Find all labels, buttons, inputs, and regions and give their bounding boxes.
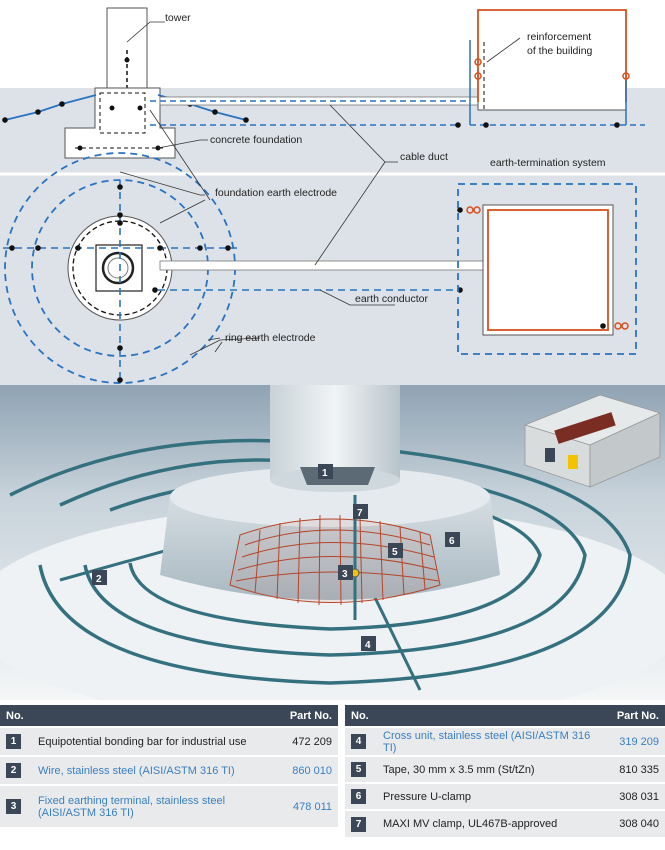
- label-cable-duct: cable duct: [400, 151, 448, 163]
- tag-1-text: 1: [322, 468, 328, 479]
- table-header: [345, 705, 665, 727]
- row-part-number: 308 031: [605, 783, 665, 810]
- row-number: 4: [351, 734, 366, 749]
- tag-6-text: 6: [449, 536, 455, 547]
- header-no: No.: [0, 705, 32, 727]
- building-plan: [483, 205, 613, 335]
- row-description: Pressure U-clamp: [377, 783, 605, 810]
- row-part-number[interactable]: 478 011: [266, 785, 338, 827]
- row-description[interactable]: Cross unit, stainless steel (AISI/ASTM 316 TI): [377, 727, 605, 756]
- label-foundation-earth-electrode: foundation earth electrode: [215, 187, 338, 199]
- row-number: 6: [351, 789, 366, 804]
- row-description[interactable]: Fixed earthing terminal, stainless steel (AISI/ASTM 316 TI): [32, 785, 266, 827]
- tag-2-text: 2: [96, 574, 102, 585]
- label-tower: tower: [165, 12, 191, 24]
- row-part-number[interactable]: 319 209: [605, 727, 665, 756]
- row-no-cell: [0, 756, 32, 785]
- parts-tables: [0, 705, 665, 850]
- tag-3-text: 3: [342, 569, 348, 580]
- row-no-cell: [0, 785, 32, 827]
- row-description: Tape, 30 mm x 3.5 mm (St/tZn): [377, 756, 605, 783]
- tag-5-text: 5: [392, 547, 398, 558]
- row-number: 5: [351, 762, 366, 777]
- table-row: [0, 727, 338, 756]
- row-no-cell: [345, 810, 377, 837]
- table-row: [345, 727, 665, 756]
- row-number: 2: [6, 763, 21, 778]
- row-number: 7: [351, 817, 366, 832]
- building-side: [478, 10, 626, 110]
- table-row: [0, 785, 338, 827]
- row-part-number: 810 335: [605, 756, 665, 783]
- label-concrete-foundation: concrete foundation: [210, 134, 303, 146]
- reinforcement-cage: [230, 515, 440, 605]
- tower-3d: [270, 385, 400, 480]
- header-no: No.: [345, 705, 377, 727]
- tag-4-text: 4: [365, 640, 371, 651]
- row-no-cell: [0, 727, 32, 756]
- row-no-cell: [345, 756, 377, 783]
- row-description[interactable]: Wire, stainless steel (AISI/ASTM 316 TI): [32, 756, 266, 785]
- row-description: MAXI MV clamp, UL467B-approved: [377, 810, 605, 837]
- row-description: Equipotential bonding bar for industrial use: [32, 727, 266, 756]
- tag-7-text: 7: [357, 508, 363, 519]
- label-reinforcement-2: of the building: [527, 45, 593, 57]
- parts-table-left: [0, 705, 338, 827]
- row-part-number[interactable]: 860 010: [266, 756, 338, 785]
- row-part-number: 472 209: [266, 727, 338, 756]
- cable-duct-plan: [160, 261, 483, 270]
- parts-table-right: [345, 705, 665, 837]
- label-earth-termination: earth-termination system: [490, 157, 606, 169]
- row-number: 3: [6, 799, 21, 814]
- label-ring-earth-electrode: ring earth electrode: [225, 332, 316, 344]
- header-desc: [377, 705, 605, 727]
- header-desc: [32, 705, 266, 727]
- row-no-cell: [345, 727, 377, 756]
- table-row: [345, 756, 665, 783]
- earthing-schematic: [0, 0, 665, 385]
- label-earth-conductor: earth conductor: [355, 293, 428, 305]
- table-row: [0, 756, 338, 785]
- row-number: 1: [6, 734, 21, 749]
- header-part-no: Part No.: [605, 705, 665, 727]
- table-header: [0, 705, 338, 727]
- label-reinforcement-1: reinforcement: [527, 31, 592, 43]
- table-row: [345, 810, 665, 837]
- foundation-3d-scene: [0, 385, 665, 700]
- header-part-no: Part No.: [266, 705, 338, 727]
- table-row: [345, 783, 665, 810]
- row-part-number: 308 040: [605, 810, 665, 837]
- row-no-cell: [345, 783, 377, 810]
